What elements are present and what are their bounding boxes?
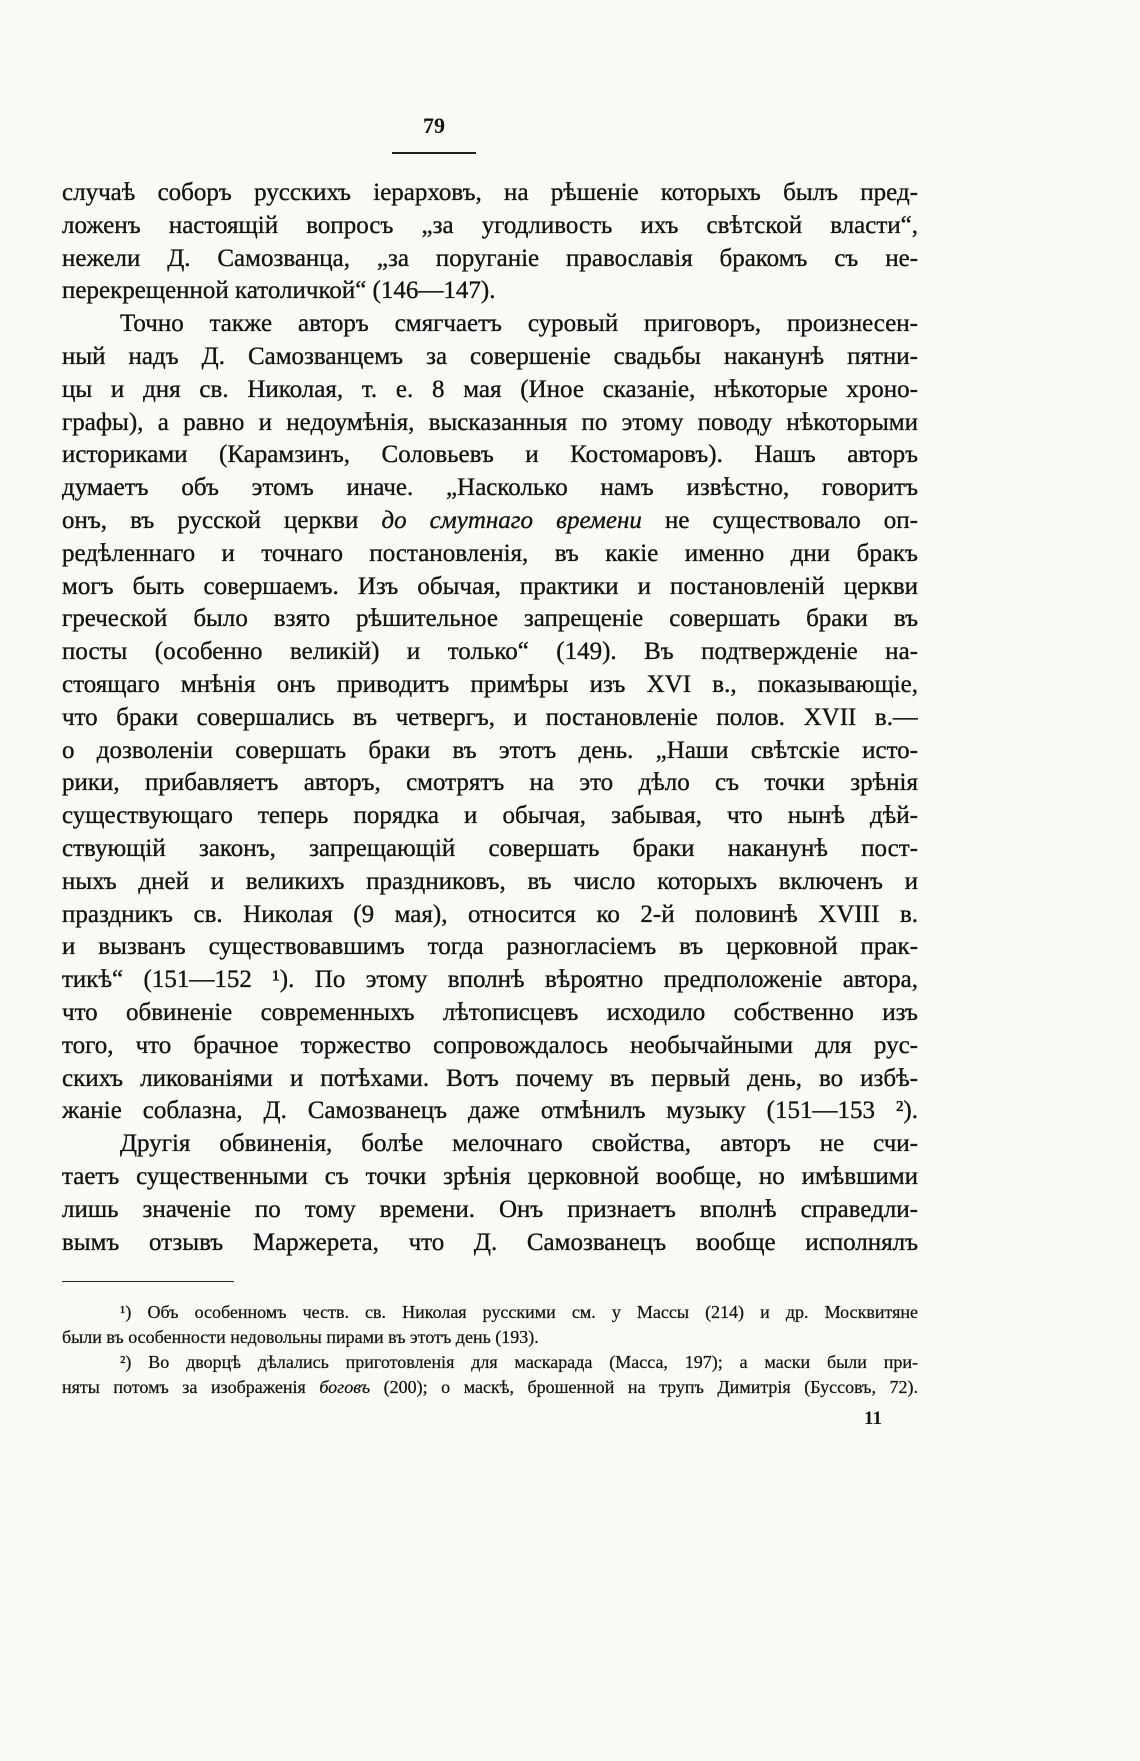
footnotes	[62, 1300, 918, 1400]
text-line: ныхъ дней и великихъ праздниковъ, въ число которыхъ включенъ и	[62, 867, 918, 895]
footnote	[62, 1350, 918, 1400]
text-line: таетъ существенными съ точки зрѣнія церковной вообще, но имѣвшими	[62, 1162, 918, 1190]
text-line: вымъ отзывъ Маржерета, что Д. Самозванецъ вообще исполнялъ	[62, 1228, 918, 1256]
text-line: рики, прибавляетъ авторъ, смотрятъ на это дѣло съ точки зрѣнія	[62, 769, 918, 797]
footnote-line: ¹) Объ особенномъ честв. св. Николая русскими см. у Массы (214) и др. Москвитяне	[120, 1302, 918, 1322]
text-line: нежели Д. Самозванца, „за поруганіе православія бракомъ съ не-	[62, 244, 918, 272]
page-number-rule	[392, 152, 476, 154]
paragraph	[62, 1128, 918, 1259]
text-line: жаніе соблазна, Д. Самозванецъ даже отмѣнилъ музыку (151—153 ²).	[62, 1097, 918, 1125]
paragraph	[62, 177, 918, 308]
footnote-rule	[62, 1281, 234, 1282]
text-segment: (200); о маскѣ, брошенной на трупъ Димитрія (Буссовъ, 72).	[370, 1377, 918, 1397]
text-line: ный надъ Д. Самозванцемъ за совершеніе свадьбы наканунѣ пятни-	[62, 342, 918, 370]
text-line: графы), а равно и недоумѣнія, высказанныя по этому поводу нѣкоторыми	[62, 408, 918, 436]
text-line	[62, 505, 918, 538]
text-line: посты (особенно великій) и только“ (149). Въ подтвержденіе на-	[62, 638, 918, 666]
text-line: о дозволеніи совершать браки въ этотъ день. „Наши свѣтскіе исто-	[62, 736, 918, 764]
text-line: что обвиненіе современныхъ лѣтописцевъ исходило собственно изъ	[62, 998, 918, 1026]
text-line: случаѣ соборъ русскихъ іерарховъ, на рѣшеніе которыхъ былъ пред-	[62, 179, 918, 206]
text-segment: онъ, въ русской церкви	[62, 506, 382, 534]
text-line: праздникъ св. Николая (9 мая), относится ко 2-й половинѣ XVIII в.	[62, 900, 918, 928]
footnote	[62, 1300, 918, 1350]
paragraph	[62, 308, 918, 1128]
text-line: греческой было взято рѣшительное запрещеніе совершать браки въ	[62, 605, 918, 633]
text-line: перекрещенной католичкой“ (146—147).	[62, 277, 496, 305]
text-line: могъ быть совершаемъ. Изъ обычая, практики и постановленій церкви	[62, 572, 918, 600]
text-line: редѣленнаго и точнаго постановленія, въ какіе именно дни бракъ	[62, 539, 918, 567]
body-text	[62, 177, 918, 1259]
footnote-line: ²) Во дворцѣ дѣлались приготовленія для маскарада (Масса, 197); а маски были при-	[120, 1352, 918, 1372]
text-line: думаетъ объ этомъ иначе. „Насколько намъ извѣстно, говоритъ	[62, 474, 918, 502]
signature-mark: 11	[864, 1408, 882, 1429]
text-line: ствующій законъ, запрещающій совершать браки наканунѣ пост-	[62, 834, 918, 862]
text-line: лишь значеніе по тому времени. Онъ признаетъ вполнѣ справедли-	[62, 1195, 918, 1223]
text-line: скихъ ликованіями и потѣхами. Вотъ почему въ первый день, во избѣ-	[62, 1064, 918, 1092]
text-line: Точно также авторъ смягчаетъ суровый приговоръ, произнесен-	[120, 310, 918, 338]
text-line: что браки совершались въ четвергъ, и постановленіе полов. XVII в.—	[62, 703, 918, 731]
text-line: и вызванъ существовавшимъ тогда разногласіемъ въ церковной прак-	[62, 933, 918, 961]
text-line: тикѣ“ (151—152 ¹). По этому вполнѣ вѣроятно предположеніе автора,	[62, 966, 918, 994]
text-line: Другія обвиненія, болѣе мелочнаго свойства, авторъ не счи-	[120, 1130, 918, 1158]
text-line: стоящаго мнѣнія онъ приводитъ примѣры изъ XVI в., показывающіе,	[62, 670, 918, 698]
italic-text: до смутнаго времени	[381, 506, 642, 534]
text-segment: няты потомъ за изображенія	[62, 1377, 320, 1397]
text-line: того, что брачное торжество сопровождалось необычайными для рус-	[62, 1031, 918, 1059]
italic-text: боговъ	[319, 1377, 371, 1397]
text-line: историками (Карамзинъ, Соловьевъ и Костомаровъ). Нашъ авторъ	[62, 441, 918, 469]
text-line: ложенъ настоящій вопросъ „за угодливость ихъ свѣтской власти“,	[62, 211, 918, 239]
page-number: 79	[423, 113, 445, 138]
footnote-line	[62, 1375, 918, 1400]
text-line: цы и дня св. Николая, т. е. 8 мая (Иное сказаніе, нѣкоторые хроно-	[62, 375, 918, 403]
text-line: существующаго теперь порядка и обычая, забывая, что нынѣ дѣй-	[62, 802, 918, 830]
text-segment: не существовало оп-	[641, 506, 918, 534]
footnote-line: были въ особенности недовольны пирами въ этотъ день (193).	[62, 1327, 539, 1347]
